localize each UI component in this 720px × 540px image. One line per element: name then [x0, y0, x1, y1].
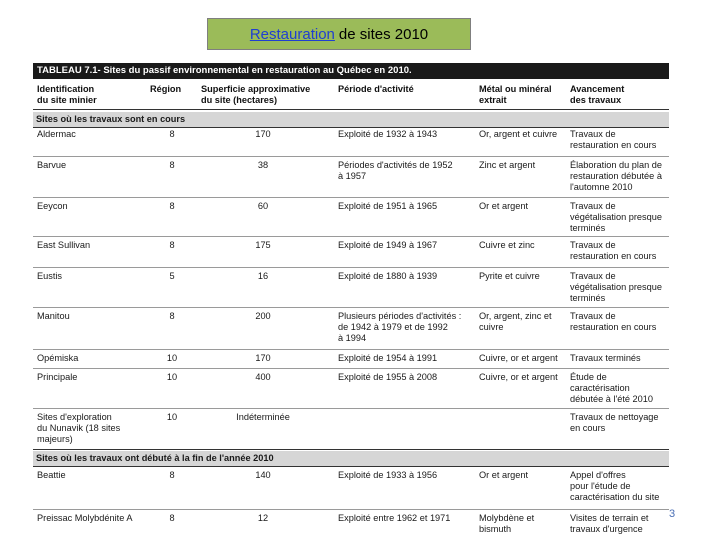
- row-divider: [33, 449, 669, 450]
- cell-site: Beattie: [37, 470, 66, 480]
- cell-progress: Étude de caractérisation débutée à l'été 2010: [570, 372, 653, 404]
- title-text: de sites 2010: [338, 25, 429, 43]
- cell-region: 8: [169, 160, 175, 170]
- cell-metal: Cuivre, or et argent: [479, 353, 558, 363]
- cell-period: Périodes d'activités de 1952 à 1957: [338, 160, 453, 181]
- row-divider: [33, 509, 669, 510]
- cell-site: Eustis: [37, 271, 63, 281]
- table-caption: TABLEAU 7.1- Sites du passif environnemental en restauration au Québec en 2010.: [33, 63, 669, 79]
- cell-metal: Or, argent et cuivre: [479, 129, 558, 139]
- cell-period: Exploité de 1933 à 1956: [338, 470, 438, 480]
- cell-region: 8: [169, 201, 175, 211]
- row-divider: [33, 466, 669, 467]
- cell-region: 8: [169, 513, 175, 523]
- cell-progress: Travaux de végétalisation presque terminés: [570, 201, 662, 233]
- cell-metal: Or et argent: [479, 201, 529, 211]
- cell-region: 8: [169, 470, 175, 480]
- cell-period: Exploité de 1880 à 1939: [338, 271, 438, 281]
- cell-area: 60: [257, 201, 269, 211]
- title-link[interactable]: Restauration: [249, 25, 335, 43]
- cell-period: Exploité de 1949 à 1967: [338, 240, 438, 250]
- cell-metal: Pyrite et cuivre: [479, 271, 540, 281]
- cell-progress: Appel d'offres pour l'étude de caractérisation du site: [570, 470, 660, 502]
- cell-area: 140: [255, 470, 271, 480]
- cell-period: Exploité de 1954 à 1991: [338, 353, 438, 363]
- cell-metal: Molybdène et bismuth: [479, 513, 535, 534]
- cell-region: 8: [169, 240, 175, 250]
- row-divider: [33, 109, 669, 110]
- row-divider: [33, 349, 669, 350]
- cell-period: Exploité entre 1962 et 1971: [338, 513, 451, 523]
- cell-progress: Travaux de nettoyage en cours: [570, 412, 659, 433]
- cell-site: Aldermac: [37, 129, 76, 139]
- page-number: 3: [669, 508, 676, 520]
- header-area: Superficie approximative du site (hectares): [201, 84, 311, 105]
- cell-site: Preissac Molybdénite A: [37, 513, 133, 523]
- header-progress: Avancement des travaux: [570, 84, 625, 105]
- sites-table: [33, 63, 669, 540]
- cell-progress: Travaux de restauration en cours: [570, 129, 657, 150]
- cell-metal: Or, argent, zinc et cuivre: [479, 311, 552, 332]
- header-identification: Identification du site minier: [37, 84, 97, 105]
- cell-period: Exploité de 1951 à 1965: [338, 201, 438, 211]
- section-header-in-progress: Sites où les travaux sont en cours: [33, 112, 669, 127]
- header-region: Région: [150, 84, 182, 94]
- row-divider: [33, 127, 669, 128]
- slide-title: [207, 18, 471, 50]
- cell-area: 170: [255, 129, 271, 139]
- cell-area: 16: [257, 271, 269, 281]
- cell-progress: Travaux terminés: [570, 353, 641, 363]
- row-divider: [33, 267, 669, 268]
- cell-progress: Visites de terrain et travaux d'urgence: [570, 513, 649, 534]
- cell-region: 10: [166, 412, 178, 422]
- cell-period: Plusieurs périodes d'activités : de 1942 à 1979 et de 1992 à 1994: [338, 311, 462, 343]
- cell-period: Exploité de 1955 à 2008: [338, 372, 438, 382]
- cell-metal: Zinc et argent: [479, 160, 536, 170]
- cell-progress: Travaux de restauration en cours: [570, 240, 657, 261]
- row-divider: [33, 236, 669, 237]
- cell-site: Eeycon: [37, 201, 68, 211]
- cell-area: 12: [257, 513, 269, 523]
- cell-site: Principale: [37, 372, 78, 382]
- row-divider: [33, 408, 669, 409]
- cell-metal: Or et argent: [479, 470, 529, 480]
- row-divider: [33, 368, 669, 369]
- cell-area: 200: [255, 311, 271, 321]
- section-header-late-2010: Sites où les travaux ont débuté à la fin de l'année 2010: [33, 451, 669, 466]
- cell-region: 10: [166, 353, 178, 363]
- cell-site: Manitou: [37, 311, 70, 321]
- cell-progress: Travaux de végétalisation presque terminés: [570, 271, 662, 303]
- cell-area: 175: [255, 240, 271, 250]
- cell-site: East Sullivan: [37, 240, 91, 250]
- cell-site: Barvue: [37, 160, 67, 170]
- cell-area: 170: [255, 353, 271, 363]
- cell-site: Sites d'exploration du Nunavik (18 sites majeurs): [37, 412, 121, 444]
- row-divider: [33, 307, 669, 308]
- row-divider: [33, 197, 669, 198]
- cell-metal: Cuivre et zinc: [479, 240, 535, 250]
- cell-progress: Travaux de restauration en cours: [570, 311, 657, 332]
- header-period: Période d'activité: [338, 84, 414, 94]
- cell-region: 8: [169, 311, 175, 321]
- cell-region: 10: [166, 372, 178, 382]
- cell-area: Indéterminée: [236, 412, 290, 422]
- cell-region: 8: [169, 129, 175, 139]
- cell-metal: Cuivre, or et argent: [479, 372, 558, 382]
- cell-region: 5: [169, 271, 175, 281]
- cell-area: 400: [255, 372, 271, 382]
- cell-site: Opémiska: [37, 353, 79, 363]
- cell-area: 38: [257, 160, 269, 170]
- cell-progress: Élaboration du plan de restauration débutée à l'automne 2010: [570, 160, 662, 192]
- row-divider: [33, 156, 669, 157]
- header-metal: Métal ou minéral extrait: [479, 84, 552, 105]
- cell-period: Exploité de 1932 à 1943: [338, 129, 438, 139]
